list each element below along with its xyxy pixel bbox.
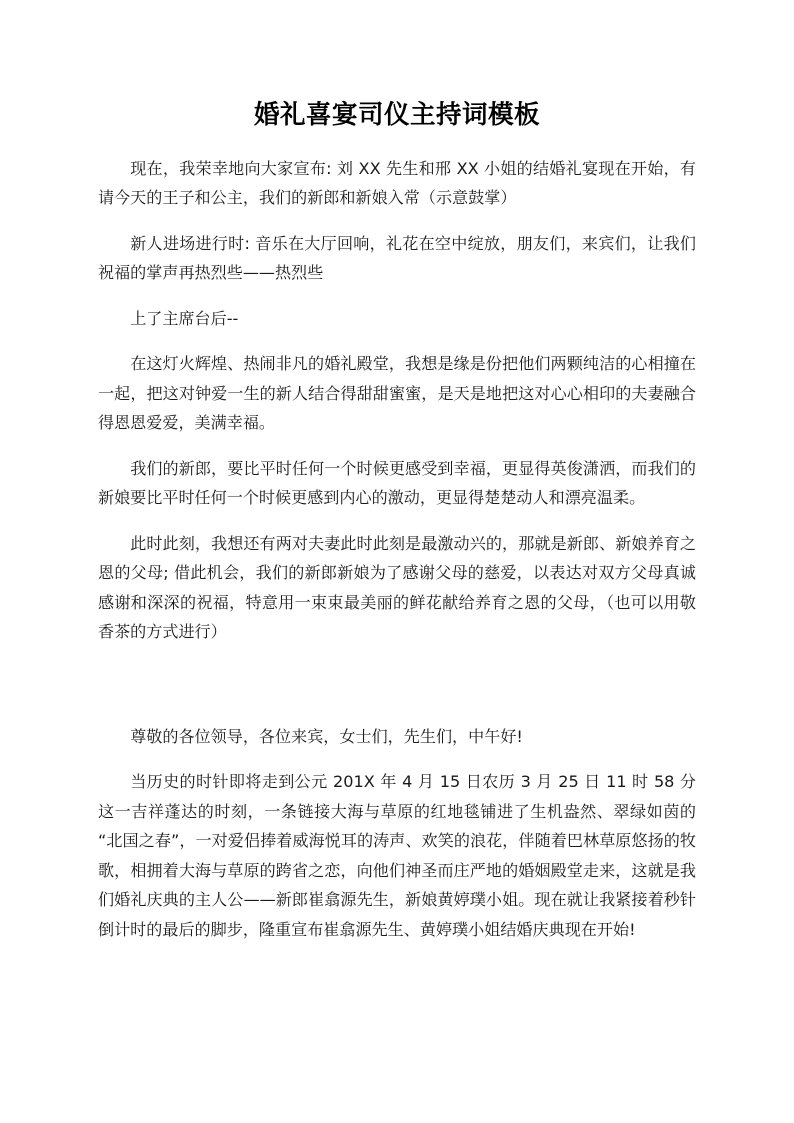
paragraph-greeting: 尊敬的各位领导，各位来宾，女士们，先生们，中午好! [130,726,523,746]
paragraph-blank-1 [98,663,696,693]
paragraph-couple-praise: 我们的新郎，要比平时任何一个时候更感受到幸福，更显得英俊潇洒，而我们的新娘要比平时任何一个时候更感到内心的激动，更显得楚楚动人和漂亮温柔。 [98,458,696,508]
paragraph-blank-2 [98,692,696,722]
paragraph-stage-cue: 上了主席台后-- [130,308,239,328]
paragraph-entrance: 新人进场进行时: 音乐在大厅回响，礼花在空中绽放，朋友们，来宾们，让我们祝福的掌声再热烈些——热烈些 [98,233,696,283]
document-body [98,154,696,945]
page-title: 婚礼喜宴司仪主持词模板 [253,100,540,130]
paragraph-hall-blessing: 在这灯火辉煌、热闹非凡的婚礼殿堂，我想是缘是份把他们两颗纯洁的心相撞在一起，把这对钟爱一生的新人结合得甜甜蜜蜜，是天是地把这对心心相印的夫妻融合得恩恩爱爱，美满幸福。 [98,354,696,433]
paragraph-parents-thanks: 此时此刻，我想还有两对夫妻此时此刻是最激动兴的，那就是新郎、新娘养育之恩的父母; 借此机会，我们的新郎新娘为了感谢父母的慈爱，以表达对双方父母真诚感谢和深深的祝福，特意用一束束最美丽的鲜花献给养育之恩的父母，（也可以用敬香茶的方式进行） [98,533,696,642]
paragraph-ceremony-open: 当历史的时针即将走到公元 201X 年 4 月 15 日农历 3 月 25 日 11 时 58 分这一吉祥蓬达的时刻，一条链接大海与草原的红地毯铺进了生机盎然、翠绿如茵的“北国之春”，一对爱侣捧着威海悦耳的涛声、欢笑的浪花，伴随着巴林草原悠扬的牧歌，相拥着大海与草原的跨省之恋，向他们神圣而庄严地的婚姻殿堂走来，这就是我们婚礼庆典的主人公——新郎崔翕源先生，新娘黄婷璞小姐。现在就让我紧接着秒针倒计时的最后的脚步，隆重宣布崔翕源先生、黄婷璞小姐结婚庆典现在开始! [98,772,696,939]
paragraph-announcement: 现在，我荣幸地向大家宣布: 刘 XX 先生和邢 XX 小姐的结婚礼宴现在开始，有请今天的王子和公主，我们的新郎和新娘入常（示意鼓掌） [98,158,696,208]
